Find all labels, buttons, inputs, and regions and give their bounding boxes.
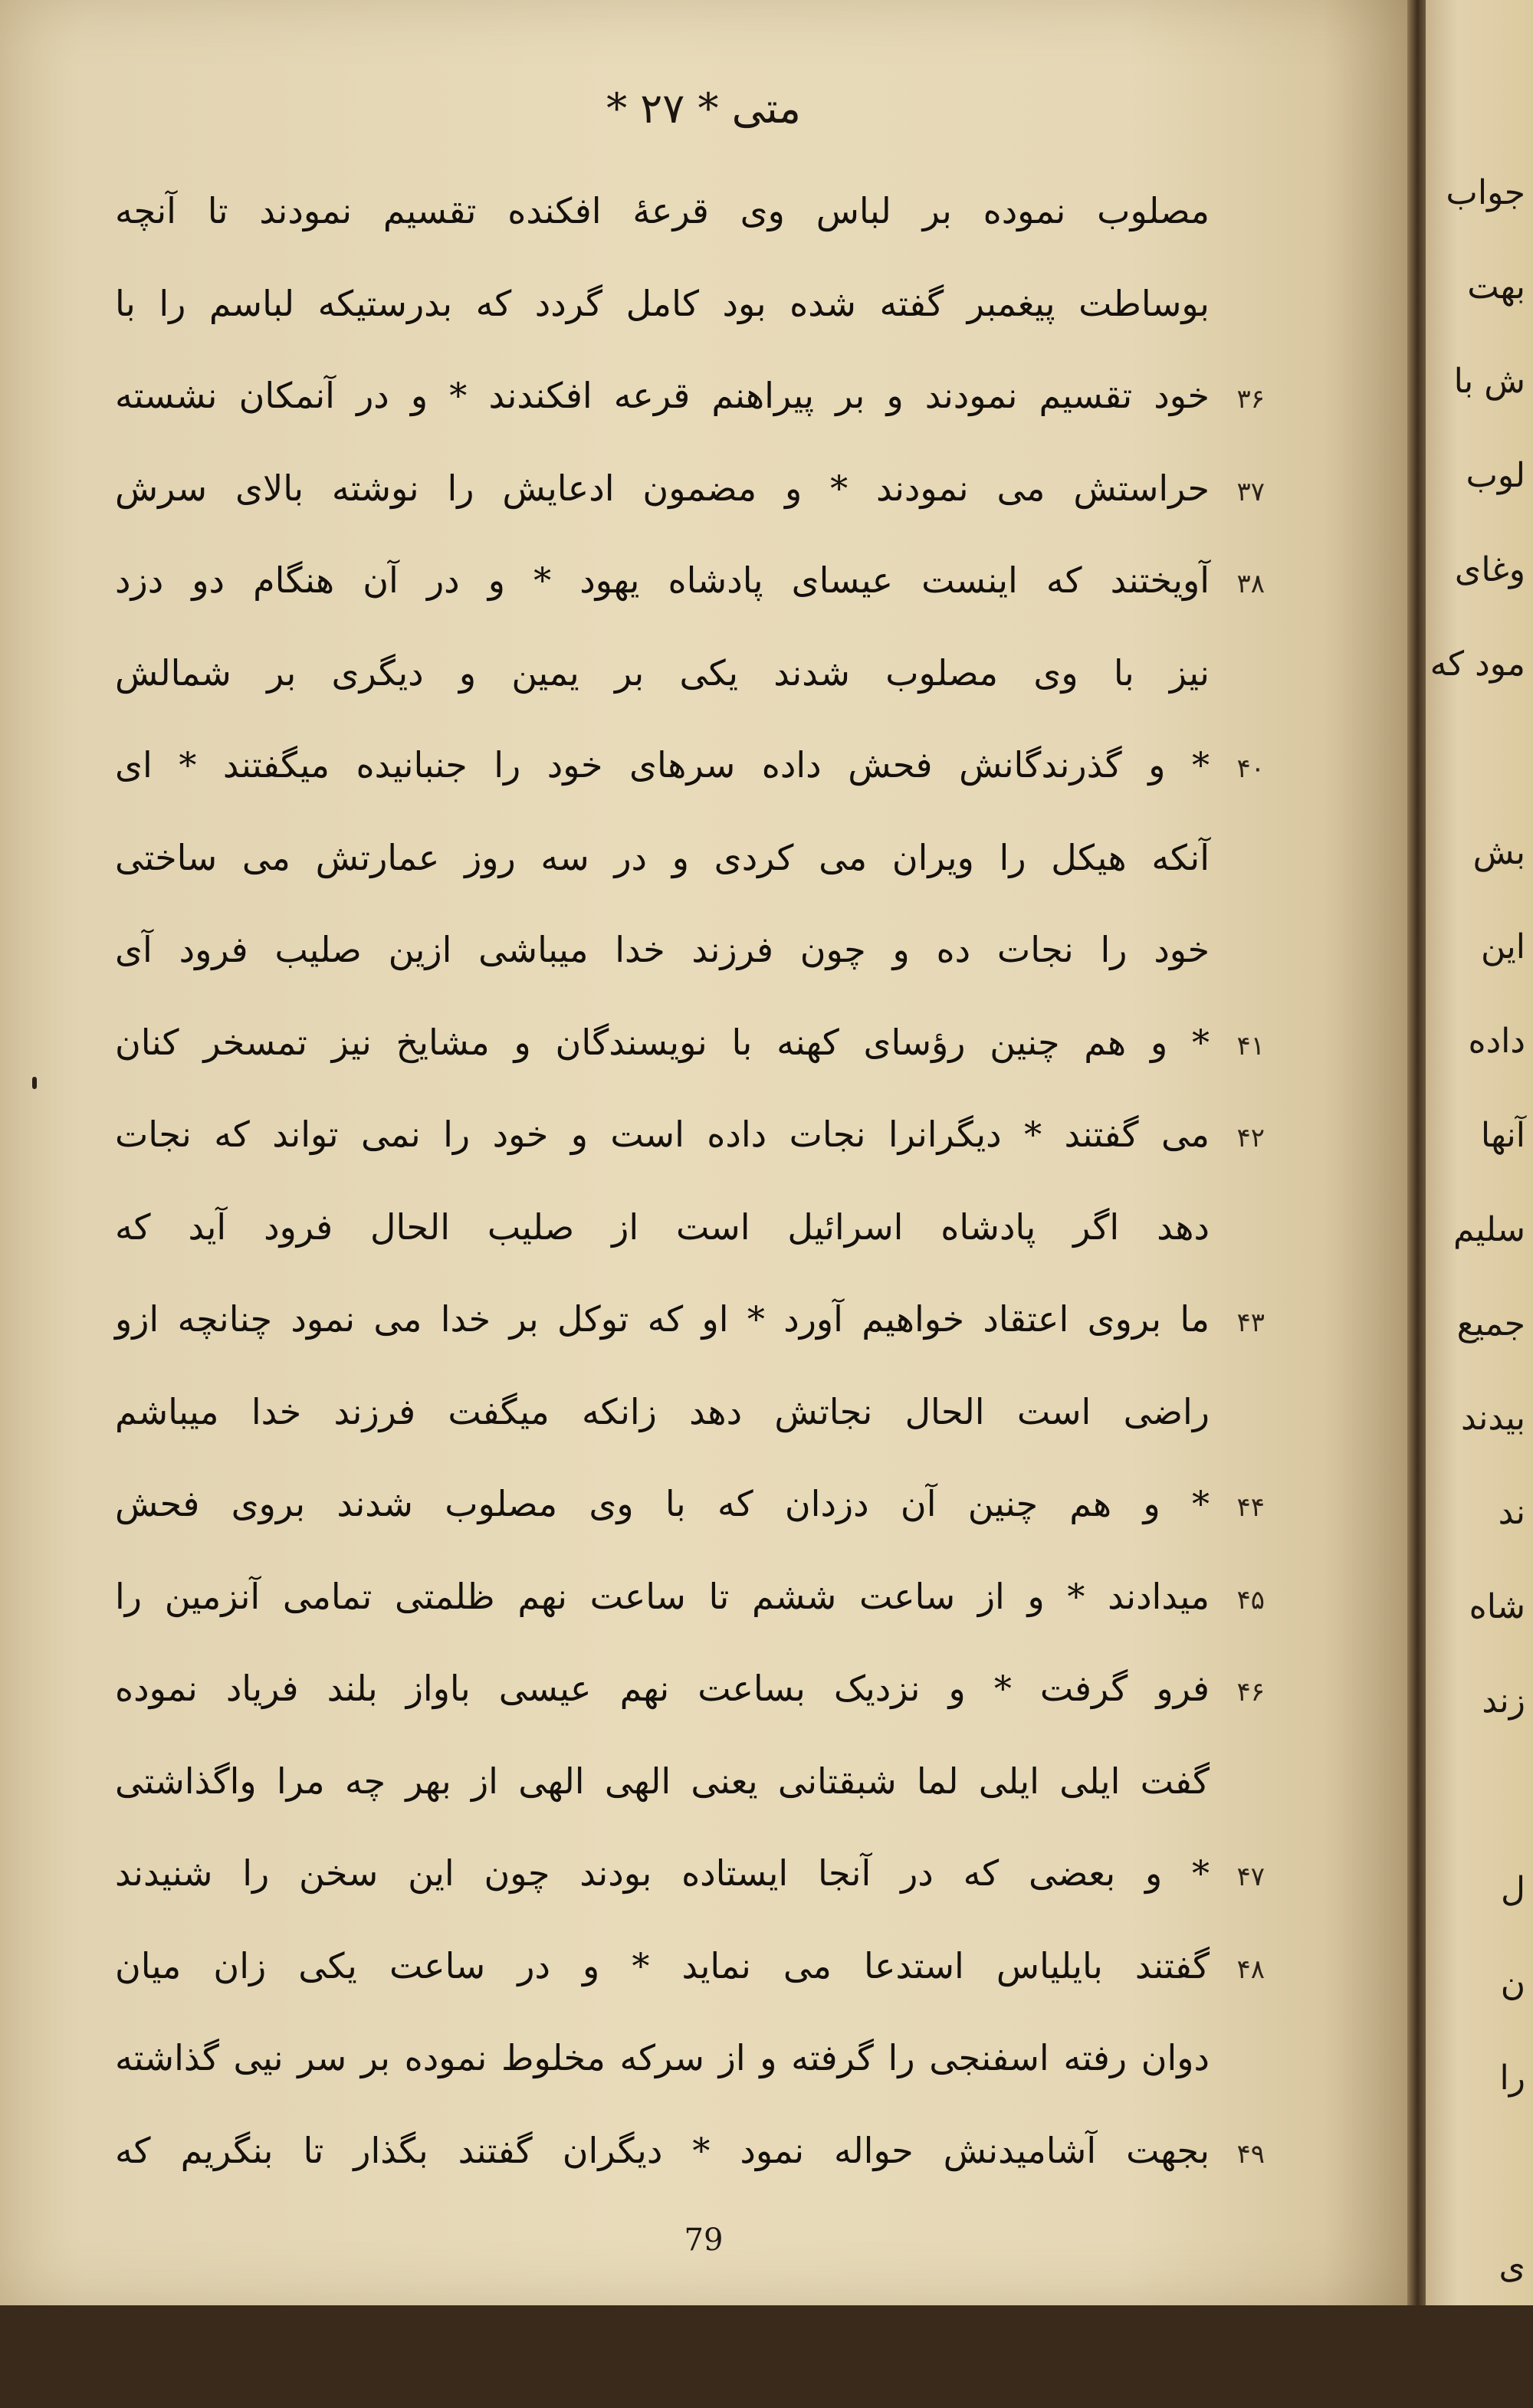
verse-text: دهد اگر پادشاه اسرائیل است از صلیب الحال فرود آید که bbox=[115, 1206, 1210, 1248]
verse-number: ۴۲ bbox=[1236, 1123, 1265, 1153]
text-line bbox=[115, 812, 1265, 904]
text-line bbox=[115, 1550, 1265, 1643]
text-line bbox=[115, 1366, 1265, 1458]
verse-number: ۴۶ bbox=[1236, 1677, 1265, 1708]
verse-number: ۳۷ bbox=[1236, 476, 1265, 507]
verse-text: گفت ایلی ایلی لما شبقتانی یعنی الهی الهی از بهر چه مرا واگذاشتی bbox=[115, 1760, 1210, 1802]
adjacent-page-fragment: بهت bbox=[1467, 267, 1525, 307]
text-line bbox=[115, 1088, 1265, 1181]
verse-text: ما بروی اعتقاد خواهیم آورد * او که توکل بر خدا می نمود چنانچه ازو bbox=[115, 1298, 1210, 1340]
verse-text: * و گذرندگانش فحش داده سرهای خود را جنبانیده میگفتند * ای bbox=[115, 744, 1210, 786]
adjacent-page-fragment: مود که bbox=[1430, 645, 1525, 684]
verse-number: ۴۷ bbox=[1236, 1862, 1265, 1892]
text-line bbox=[115, 627, 1265, 720]
verse-text: * و هم چنین آن دزدان که با وی مصلوب شدند بروی فحش bbox=[115, 1483, 1210, 1524]
adjacent-page-fragment: جواب bbox=[1446, 173, 1525, 212]
verse-text: آنکه هیکل را ویران می کردی و در سه روز عمارتش می ساختی bbox=[115, 836, 1210, 878]
verse-text: می گفتند * دیگرانرا نجات داده است و خود را نمی تواند که نجات bbox=[115, 1114, 1210, 1155]
adjacent-page-fragment: سلیم bbox=[1453, 1210, 1525, 1249]
verse-text: بجهت آشامیدنش حواله نمود * دیگران گفتند بگذار تا بنگریم که bbox=[115, 2129, 1210, 2171]
verse-number: ۴۱ bbox=[1236, 1030, 1265, 1061]
verse-text: آویختند که اینست عیسای پادشاه یهود * و در آن هنگام دو دزد bbox=[115, 559, 1210, 601]
verse-number: ۴۳ bbox=[1236, 1307, 1265, 1338]
adjacent-page-fragment bbox=[1441, 1748, 1525, 1842]
verse-text: گفتند بایلیاس استدعا می نماید * و در ساعت یکی زان میان bbox=[115, 1944, 1210, 1986]
text-line bbox=[115, 2105, 1265, 2197]
adjacent-page-fragment: لوب bbox=[1466, 456, 1525, 495]
adjacent-page-fragment: بش bbox=[1472, 833, 1525, 872]
adjacent-page-fragment: را bbox=[1499, 2059, 1525, 2098]
text-line bbox=[115, 1920, 1265, 2013]
text-line bbox=[115, 2012, 1265, 2105]
adjacent-page-fragment: شاه bbox=[1469, 1587, 1525, 1626]
ink-mark bbox=[32, 1077, 37, 1089]
adjacent-page-fragment bbox=[1441, 2314, 1525, 2408]
text-line bbox=[115, 1273, 1265, 1366]
text-line bbox=[115, 534, 1265, 627]
verse-text: مصلوب نموده بر لباس وی قرعهٔ افکنده تقسیم نمودند تا آنچه bbox=[115, 190, 1210, 231]
adjacent-page-fragment: ند bbox=[1498, 1493, 1525, 1532]
text-line bbox=[115, 442, 1265, 535]
verse-text: میدادند * و از ساعت ششم تا ساعت نهم ظلمتی تمامی آنزمین را bbox=[115, 1575, 1210, 1617]
text-line bbox=[115, 165, 1265, 258]
verse-number: ۴۸ bbox=[1236, 1954, 1265, 1985]
adjacent-page-fragment: جمیع bbox=[1456, 1304, 1525, 1343]
verse-number: ۴۵ bbox=[1236, 1584, 1265, 1616]
text-line bbox=[115, 719, 1265, 812]
verse-lines bbox=[115, 165, 1265, 2196]
adjacent-page-fragment: ن bbox=[1500, 1964, 1525, 2003]
verse-text: حراستش می نمودند * و مضمون ادعایش را نوشته بالای سرش bbox=[115, 467, 1210, 509]
adjacent-page-fragment: آنها bbox=[1480, 1116, 1525, 1155]
adjacent-page-fragment: داده bbox=[1468, 1022, 1525, 1061]
adjacent-page-fragment: ش با bbox=[1453, 362, 1525, 401]
text-line bbox=[115, 258, 1265, 350]
text-line bbox=[115, 349, 1265, 442]
verse-number: ۳۶ bbox=[1236, 384, 1265, 415]
verse-text: دوان رفته اسفنجی را گرفته و از سرکه مخلوط نموده بر سر نیی گذاشته bbox=[115, 2037, 1210, 2078]
verse-text: * و هم چنین رؤسای کهنه با نویسندگان و مشایخ نیز تمسخر کنان bbox=[115, 1021, 1210, 1063]
verse-text: نیز با وی مصلوب شدند یکی بر یمین و دیگری بر شمالش bbox=[115, 651, 1210, 694]
adjacent-page-fragment: وغای bbox=[1454, 550, 1525, 589]
adjacent-page-fragments bbox=[1430, 146, 1525, 2408]
running-header: متی * ۲۷ * bbox=[606, 84, 801, 133]
adjacent-page-fragment: بیدند bbox=[1461, 1399, 1525, 1438]
verse-number: ۴۰ bbox=[1236, 753, 1265, 784]
verse-number: ۴۹ bbox=[1236, 2138, 1265, 2170]
verse-text: خود را نجات ده و چون فرزند خدا میباشی ازین صلیب فرود آی bbox=[115, 929, 1210, 970]
text-line bbox=[115, 904, 1265, 996]
verse-text: * و بعضی که در آنجا ایستاده بودند چون این سخن را شنیدند bbox=[115, 1852, 1210, 1894]
adjacent-page-fragment bbox=[1441, 711, 1525, 805]
adjacent-page-fragment: ی bbox=[1499, 2247, 1525, 2286]
verse-text: بوساطت پیغمبر گفته شده بود کامل گردد که بدرستیکه لباسم را با bbox=[115, 282, 1210, 324]
verse-text: راضی است الحال نجاتش دهد زانکه میگفت فرزند خدا میباشم bbox=[115, 1390, 1210, 1432]
adjacent-page-fragment: زند bbox=[1482, 1681, 1525, 1721]
book-gutter bbox=[1407, 0, 1426, 2305]
page-number: 79 bbox=[684, 2223, 724, 2258]
adjacent-page-fragment: این bbox=[1481, 927, 1525, 966]
text-line bbox=[115, 1458, 1265, 1550]
adjacent-page-fragment: ل bbox=[1501, 1870, 1525, 1909]
verse-text: خود تقسیم نمودند و بر پیراهنم قرعه افکندند * و در آنمکان نشسته bbox=[115, 375, 1210, 416]
text-line bbox=[115, 1735, 1265, 1828]
text-line bbox=[115, 996, 1265, 1089]
text-line bbox=[115, 1642, 1265, 1735]
verse-text: فرو گرفت * و نزدیک بساعت نهم عیسی باواز بلند فریاد نموده bbox=[115, 1668, 1210, 1709]
text-line bbox=[115, 1181, 1265, 1274]
adjacent-page-fragment bbox=[1441, 2125, 1525, 2219]
verse-number: ۴۴ bbox=[1236, 1492, 1265, 1523]
verse-number: ۳۸ bbox=[1236, 569, 1265, 599]
text-line bbox=[115, 1827, 1265, 1920]
